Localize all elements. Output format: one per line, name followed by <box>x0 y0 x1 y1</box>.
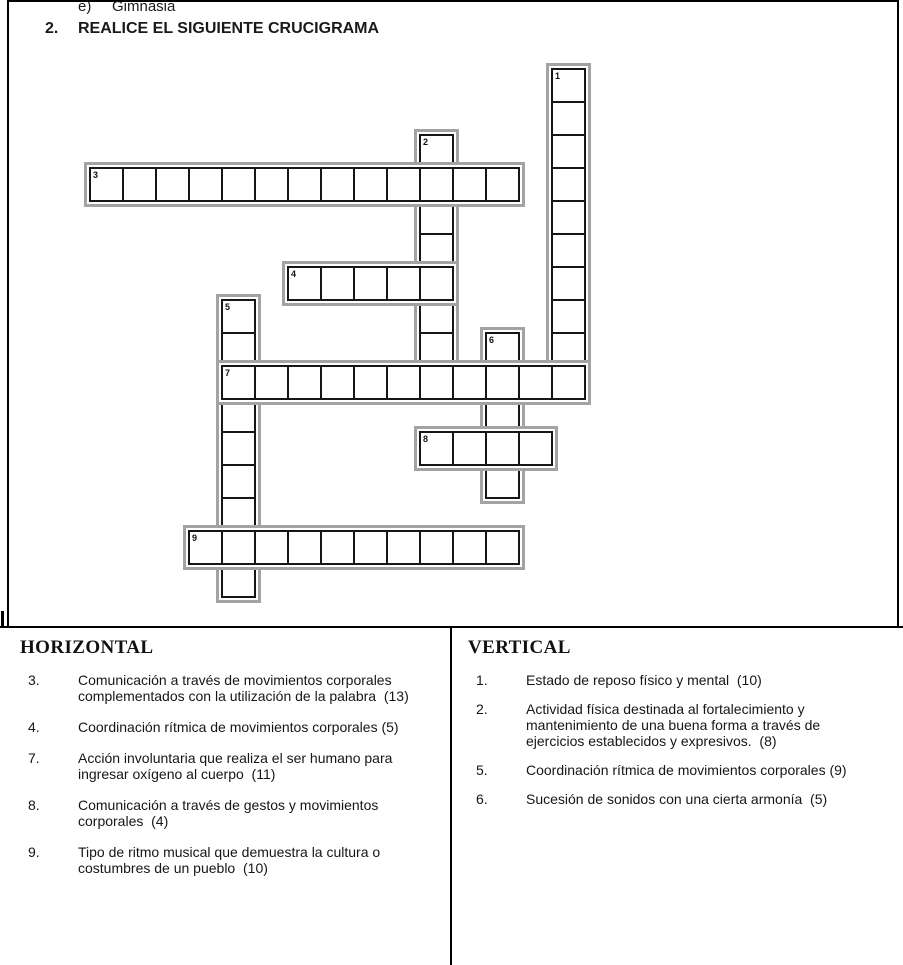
crossword-cell-4-1 <box>287 266 322 301</box>
cell-number-1: 1 <box>555 71 561 81</box>
crossword-grid <box>89 68 589 603</box>
crossword-cell-9-3 <box>254 530 289 565</box>
clue-item-text: Actividad física destinada al fortalecimiento y mantenimiento de una buena forma a través de ejercicios establecidos y expresivos. (8) <box>526 701 825 749</box>
instruction-number: 2. <box>45 20 59 37</box>
cell-number-2: 2 <box>423 137 429 147</box>
crossword-cell-4-2 <box>320 266 355 301</box>
clue-item-number: 9. <box>28 844 40 860</box>
word-strip-8 <box>414 426 558 471</box>
crossword-cell-9-8 <box>419 530 454 565</box>
word-strip-6 <box>480 327 525 504</box>
crossword-cell-7-5 <box>353 365 388 400</box>
crossword-cell-5-5 <box>221 431 256 466</box>
crossword-cell-8-4 <box>518 431 553 466</box>
instruction-line <box>45 20 379 38</box>
clue-item-text: Estado de reposo físico y mental (10) <box>526 672 762 688</box>
crossword-cell-4-4 <box>386 266 421 301</box>
crossword-cell-8-2 <box>452 431 487 466</box>
word-strip-7 <box>216 360 591 405</box>
crossword-cell-7-2 <box>254 365 289 400</box>
crossword-cell-9-5 <box>320 530 355 565</box>
crossword-cell-3-7 <box>287 167 322 202</box>
clue-item-text: Tipo de ritmo musical que demuestra la cultura o costumbres de un pueblo (10) <box>78 844 385 876</box>
crossword-cell-3-9 <box>353 167 388 202</box>
clue-item-text: Coordinación rítmica de movimientos corporales (5) <box>78 719 399 735</box>
clue-item-text: Comunicación a través de movimientos corporales complementados con la utilización de la palabra (13) <box>78 672 409 704</box>
instruction-text: REALICE EL SIGUIENTE CRUCIGRAMA <box>78 20 380 37</box>
clue-item-text: Sucesión de sonidos con una cierta armonía (5) <box>526 791 828 807</box>
crossword-cell-3-6 <box>254 167 289 202</box>
crossword-cell-1-5 <box>551 200 586 235</box>
clues-section <box>0 628 903 965</box>
clue-item-3 <box>20 672 450 704</box>
crossword-cell-1-8 <box>551 299 586 334</box>
crossword-cell-9-2 <box>221 530 256 565</box>
list-item-text: Gimnasia <box>112 0 176 15</box>
clue-item-number: 7. <box>28 750 40 766</box>
crossword-cell-9-10 <box>485 530 520 565</box>
word-strip-4 <box>282 261 459 306</box>
crossword-cell-9-4 <box>287 530 322 565</box>
crossword-cell-3-4 <box>188 167 223 202</box>
crossword-cell-1-1 <box>551 68 586 103</box>
crossword-cell-7-3 <box>287 365 322 400</box>
crossword-cell-5-1 <box>221 299 256 334</box>
list-item-e <box>78 0 175 15</box>
crossword-cell-9-9 <box>452 530 487 565</box>
clue-item-2 <box>468 701 903 749</box>
crossword-cell-9-7 <box>386 530 421 565</box>
crossword-cell-8-3 <box>485 431 520 466</box>
crossword-cell-8-1 <box>419 431 454 466</box>
crossword-cell-3-12 <box>452 167 487 202</box>
clue-item-number: 3. <box>28 672 40 688</box>
clue-item-1 <box>468 672 903 688</box>
crossword-cell-3-1 <box>89 167 124 202</box>
crossword-cell-3-10 <box>386 167 421 202</box>
crossword-cell-4-5 <box>419 266 454 301</box>
crossword-cell-1-4 <box>551 167 586 202</box>
cell-number-3: 3 <box>93 170 99 180</box>
crossword-cell-7-4 <box>320 365 355 400</box>
crossword-cell-3-13 <box>485 167 520 202</box>
clue-item-8 <box>20 797 450 829</box>
crossword-cell-7-8 <box>452 365 487 400</box>
cell-number-6: 6 <box>489 335 495 345</box>
vertical-clues <box>468 672 903 807</box>
clue-item-number: 1. <box>476 672 488 688</box>
cell-number-4: 4 <box>291 269 297 279</box>
word-strip-3 <box>84 162 525 207</box>
clue-item-7 <box>20 750 450 782</box>
cell-number-8: 8 <box>423 434 429 444</box>
crossword-cell-7-7 <box>419 365 454 400</box>
crossword-cell-1-6 <box>551 233 586 268</box>
crossword-cell-7-9 <box>485 365 520 400</box>
crossword-cell-7-10 <box>518 365 553 400</box>
crossword-cell-1-7 <box>551 266 586 301</box>
clue-item-6 <box>468 791 903 807</box>
clue-item-text: Comunicación a través de gestos y movimientos corporales (4) <box>78 797 383 829</box>
page-border-mark <box>1 611 4 627</box>
clue-item-number: 2. <box>476 701 488 717</box>
horizontal-column <box>0 628 450 965</box>
horizontal-title: HORIZONTAL <box>20 637 154 658</box>
clue-item-number: 6. <box>476 791 488 807</box>
clue-item-5 <box>468 762 903 778</box>
clue-item-9 <box>20 844 450 876</box>
vertical-title: VERTICAL <box>468 637 571 658</box>
list-item-marker: e) <box>78 0 92 15</box>
crossword-cell-7-6 <box>386 365 421 400</box>
crossword-cell-7-11 <box>551 365 586 400</box>
crossword-cell-3-3 <box>155 167 190 202</box>
clue-item-number: 4. <box>28 719 40 735</box>
crossword-cell-5-6 <box>221 464 256 499</box>
clue-item-4 <box>20 719 450 735</box>
word-strip-1 <box>546 63 591 405</box>
crossword-section <box>7 0 899 626</box>
crossword-cell-9-6 <box>353 530 388 565</box>
crossword-cell-3-11 <box>419 167 454 202</box>
crossword-cell-7-1 <box>221 365 256 400</box>
crossword-cell-3-2 <box>122 167 157 202</box>
crossword-cell-1-3 <box>551 134 586 169</box>
horizontal-clues <box>20 672 450 876</box>
clue-item-number: 5. <box>476 762 488 778</box>
crossword-cell-4-3 <box>353 266 388 301</box>
clue-item-text: Acción involuntaria que realiza el ser humano para ingresar oxígeno al cuerpo (11) <box>78 750 397 782</box>
clue-item-text: Coordinación rítmica de movimientos corporales (9) <box>526 762 847 778</box>
clue-item-number: 8. <box>28 797 40 813</box>
crossword-cell-1-2 <box>551 101 586 136</box>
crossword-cell-3-5 <box>221 167 256 202</box>
crossword-cell-9-1 <box>188 530 223 565</box>
crossword-cell-3-8 <box>320 167 355 202</box>
cell-number-7: 7 <box>225 368 231 378</box>
word-strip-9 <box>183 525 525 570</box>
vertical-column <box>452 628 903 965</box>
cell-number-9: 9 <box>192 533 198 543</box>
cell-number-5: 5 <box>225 302 231 312</box>
